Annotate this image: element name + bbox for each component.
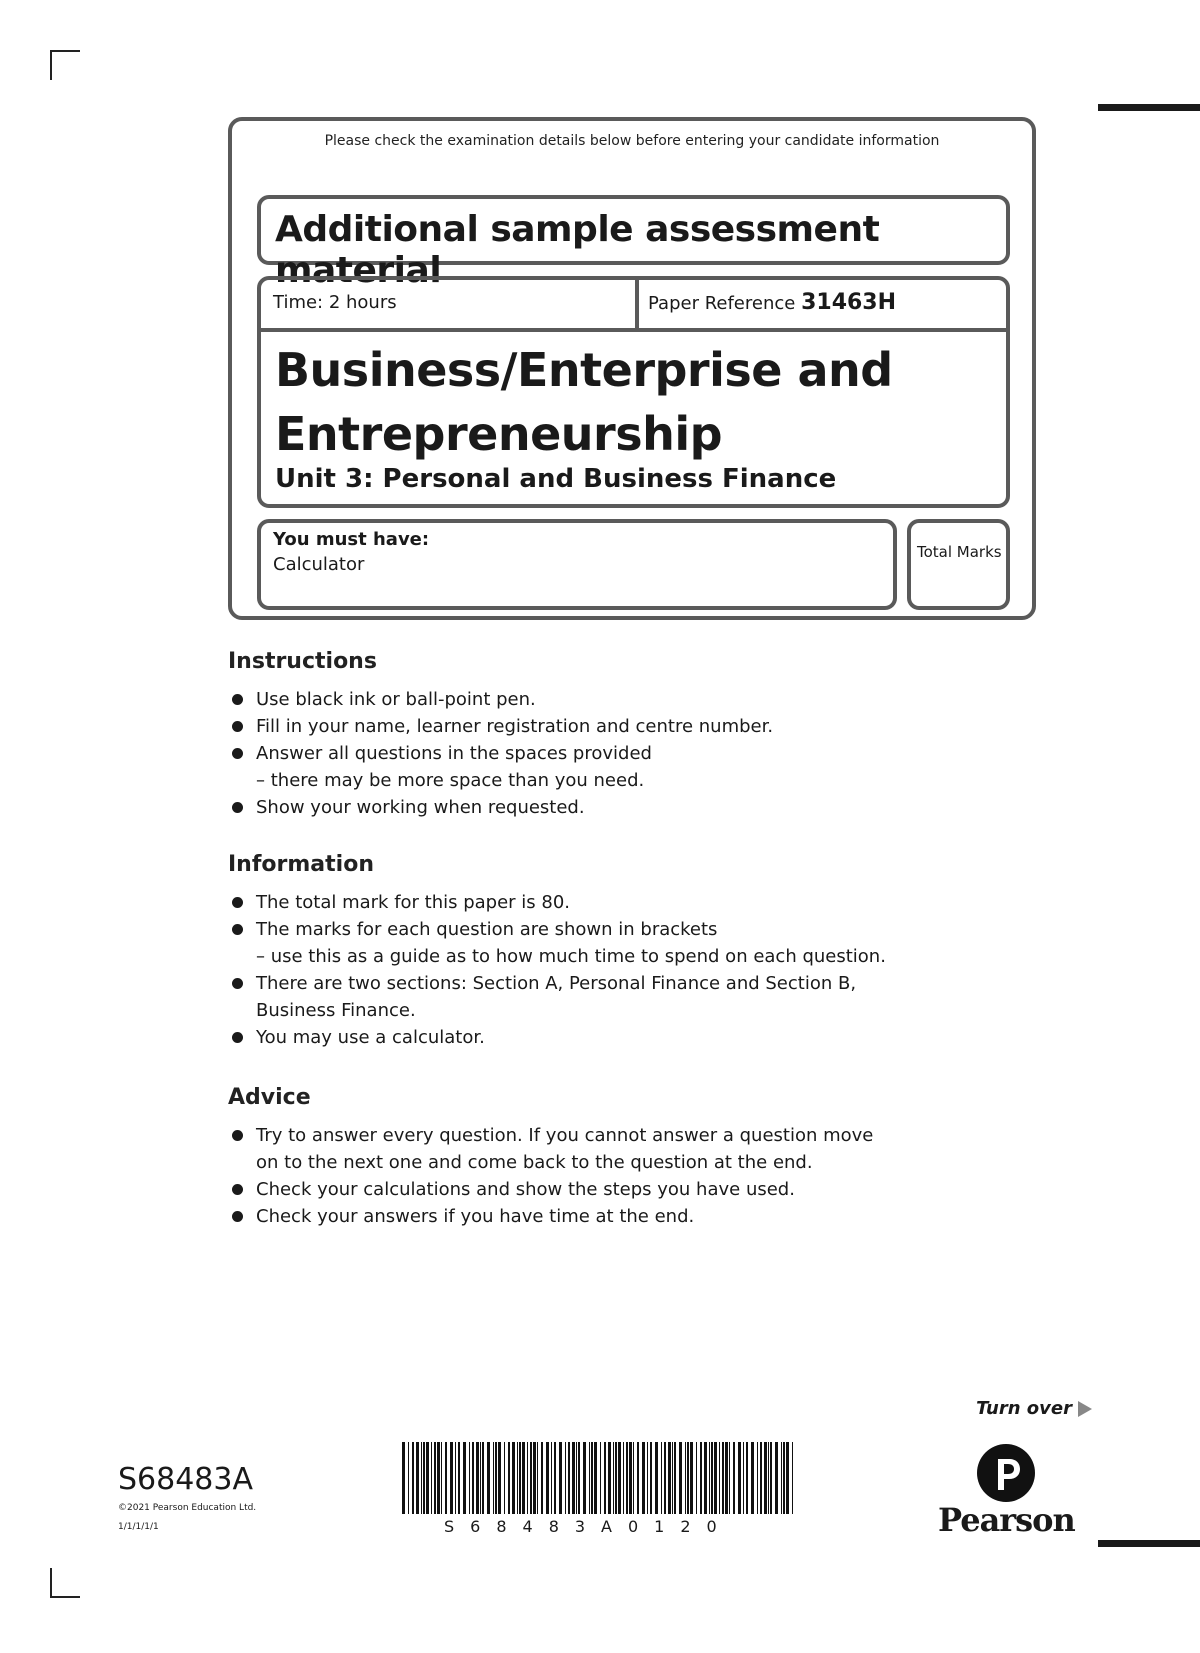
barcode-bar — [487, 1442, 490, 1514]
barcode-bar — [522, 1442, 525, 1514]
barcode-bar — [743, 1442, 744, 1514]
barcode-bar — [437, 1442, 440, 1514]
barcode-bar — [576, 1442, 577, 1514]
list-item: Try to answer every question. If you cannot answer a question move on to the next one and come back to the question at the end. — [228, 1122, 873, 1176]
section-heading: Advice — [228, 1085, 311, 1110]
barcode-bar — [469, 1442, 470, 1514]
instructions-list — [228, 686, 773, 821]
barcode-bar — [714, 1442, 717, 1514]
barcode-bar — [757, 1442, 758, 1514]
barcode-bar — [637, 1442, 639, 1514]
barcode-bar — [441, 1442, 442, 1514]
paper-reference-code: 31463H — [801, 290, 897, 315]
barcode-bar — [546, 1442, 549, 1514]
barcode-bar — [722, 1442, 724, 1514]
information-section — [228, 852, 886, 1051]
list-item: You may use a calculator. — [228, 1024, 886, 1051]
barcode-bar — [618, 1442, 621, 1514]
list-item: There are two sections: Section A, Personal Finance and Section B, Business Finance. — [228, 970, 886, 1024]
edge-marker-top — [1098, 104, 1200, 111]
barcode-bar — [604, 1442, 606, 1514]
list-item: Use black ink or ball-point pen. — [228, 686, 773, 713]
barcode-bar — [551, 1442, 552, 1514]
turn-over-arrow-icon — [1078, 1401, 1092, 1417]
list-item: Check your answers if you have time at the end. — [228, 1203, 873, 1230]
barcode-bar — [530, 1442, 532, 1514]
barcode-bar — [517, 1442, 518, 1514]
barcode-bar — [600, 1442, 601, 1514]
barcode-bar — [696, 1442, 697, 1514]
barcode-bar — [711, 1442, 713, 1514]
bullet-icon — [232, 978, 243, 989]
barcode-bar — [472, 1442, 474, 1514]
barcode-bar — [508, 1442, 510, 1514]
subject-title — [275, 338, 893, 466]
barcode-bar — [615, 1442, 617, 1514]
crop-mark-top-left — [50, 50, 80, 80]
barcode-bar — [781, 1442, 782, 1514]
barcode-bar — [412, 1442, 414, 1514]
barcode-bar — [719, 1442, 720, 1514]
barcode-bar — [402, 1442, 405, 1514]
barcode-bar — [608, 1442, 611, 1514]
barcode-bar — [568, 1442, 570, 1514]
paper-details-box — [257, 276, 1010, 508]
copyright: ©2021 Pearson Education Ltd. — [118, 1503, 257, 1513]
barcode-bar — [527, 1442, 528, 1514]
barcode-bar — [591, 1442, 593, 1514]
barcode-bar — [421, 1442, 422, 1514]
barcode-bar — [629, 1442, 632, 1514]
barcode-bar — [554, 1442, 556, 1514]
bullet-icon — [232, 924, 243, 935]
barcode-bar — [729, 1442, 730, 1514]
time-allowed: Time: 2 hours — [273, 292, 397, 313]
list-item: The total mark for this paper is 80. — [228, 889, 886, 916]
barcode-bar — [450, 1442, 453, 1514]
barcode-bar — [768, 1442, 769, 1514]
barcode-bar — [578, 1442, 580, 1514]
turn-over-label: Turn over — [976, 1398, 1072, 1419]
barcode-bar — [725, 1442, 728, 1514]
barcode-bar — [559, 1442, 562, 1514]
barcode-bar — [482, 1442, 484, 1514]
barcode-bar — [746, 1442, 748, 1514]
bullet-icon — [232, 1211, 243, 1222]
barcode-bar — [775, 1442, 778, 1514]
advice-list — [228, 1122, 873, 1230]
meta-divider — [635, 280, 639, 328]
list-item: The marks for each question are shown in brackets – use this as a guide as to how much time to spend on each question. — [228, 916, 886, 970]
section-heading: Instructions — [228, 649, 377, 674]
publisher-name: Pearson — [938, 1501, 1075, 1539]
barcode-bar — [623, 1442, 624, 1514]
barcode-bar — [764, 1442, 767, 1514]
pearson-logo-icon — [976, 1443, 1036, 1503]
barcode-bar — [480, 1442, 481, 1514]
barcode-bar — [760, 1442, 762, 1514]
banner-title: Additional sample assessment material — [275, 209, 880, 291]
barcode-icon — [402, 1442, 798, 1522]
barcode-bar — [519, 1442, 521, 1514]
must-have-box — [257, 519, 897, 610]
barcode-bar — [709, 1442, 710, 1514]
list-item: Show your working when requested. — [228, 794, 773, 821]
barcode-bar — [738, 1442, 741, 1514]
advice-section — [228, 1085, 873, 1230]
barcode-text: S68483A0120 — [444, 1517, 733, 1536]
barcode-bar — [626, 1442, 628, 1514]
barcode-bar — [792, 1442, 793, 1514]
barcode-bar — [650, 1442, 652, 1514]
barcode-bar — [647, 1442, 648, 1514]
barcode-bar — [672, 1442, 673, 1514]
must-have-label: You must have: — [273, 529, 430, 550]
barcode-bar — [458, 1442, 460, 1514]
barcode-bar — [445, 1442, 447, 1514]
barcode-bar — [642, 1442, 645, 1514]
barcode-bar — [537, 1442, 538, 1514]
barcode-bar — [463, 1442, 466, 1514]
barcode-bar — [664, 1442, 666, 1514]
barcode-bar — [687, 1442, 689, 1514]
paper-reference — [648, 290, 896, 315]
check-note: Please check the examination details below before entering your candidate information — [324, 133, 940, 149]
bullet-icon — [232, 694, 243, 705]
list-item: Answer all questions in the spaces provided – there may be more space than you need. — [228, 740, 773, 794]
must-have-value: Calculator — [273, 554, 365, 575]
barcode-bar — [493, 1442, 494, 1514]
list-item: Fill in your name, learner registration and centre number. — [228, 713, 773, 740]
barcode-bar — [655, 1442, 658, 1514]
bullet-icon — [232, 1184, 243, 1195]
barcode-bar — [613, 1442, 614, 1514]
barcode-bar — [498, 1442, 501, 1514]
list-item: Check your calculations and show the steps you have used. — [228, 1176, 873, 1203]
barcode-bar — [533, 1442, 536, 1514]
barcode-bar — [434, 1442, 436, 1514]
barcode-bar — [565, 1442, 566, 1514]
bullet-icon — [232, 721, 243, 732]
barcode-bar — [589, 1442, 590, 1514]
bullet-icon — [232, 1032, 243, 1043]
subject-line-2: Entrepreneurship — [275, 407, 723, 461]
barcode-bar — [633, 1442, 634, 1514]
barcode-bar — [423, 1442, 425, 1514]
barcode-bar — [594, 1442, 597, 1514]
paper-reference-label: Paper Reference — [648, 293, 796, 314]
barcode-bar — [685, 1442, 686, 1514]
barcode-bar — [512, 1442, 515, 1514]
barcode-bar — [751, 1442, 754, 1514]
paper-code: S68483A — [118, 1462, 253, 1497]
barcode-bar — [661, 1442, 662, 1514]
barcode-bar — [504, 1442, 505, 1514]
barcode-bar — [431, 1442, 432, 1514]
barcode-bar — [668, 1442, 671, 1514]
barcode-bar — [690, 1442, 693, 1514]
total-marks-label: Total Marks — [917, 543, 1002, 561]
barcode-bar — [426, 1442, 429, 1514]
candidate-details-box — [228, 117, 1036, 620]
bullet-icon — [232, 1130, 243, 1141]
barcode-bar — [674, 1442, 676, 1514]
unit-title: Unit 3: Personal and Business Finance — [275, 464, 837, 494]
section-heading: Information — [228, 852, 374, 877]
barcode-bar — [700, 1442, 702, 1514]
bullet-icon — [232, 897, 243, 908]
batch-number: 1/1/1/1/1 — [118, 1522, 159, 1532]
paper-meta-row — [261, 280, 1006, 332]
information-list — [228, 889, 886, 1051]
barcode-bar — [541, 1442, 543, 1514]
barcode-bar — [704, 1442, 707, 1514]
barcode-bar — [416, 1442, 419, 1514]
instructions-section — [228, 649, 773, 821]
edge-marker-bottom — [1098, 1540, 1200, 1547]
crop-mark-bottom-left — [50, 1568, 80, 1598]
banner-box — [257, 195, 1010, 291]
barcode-bar — [770, 1442, 772, 1514]
barcode-bar — [572, 1442, 575, 1514]
total-marks-box[interactable] — [907, 519, 1010, 610]
barcode-bar — [408, 1442, 409, 1514]
barcode-bar — [495, 1442, 497, 1514]
barcode-bar — [786, 1442, 789, 1514]
barcode-bar — [476, 1442, 479, 1514]
barcode-bar — [679, 1442, 682, 1514]
bullet-icon — [232, 748, 243, 759]
barcode-bar — [583, 1442, 586, 1514]
bullet-icon — [232, 802, 243, 813]
barcode-bar — [783, 1442, 785, 1514]
subject-line-1: Business/Enterprise and — [275, 343, 893, 397]
barcode-bar — [733, 1442, 735, 1514]
barcode-bar — [455, 1442, 456, 1514]
